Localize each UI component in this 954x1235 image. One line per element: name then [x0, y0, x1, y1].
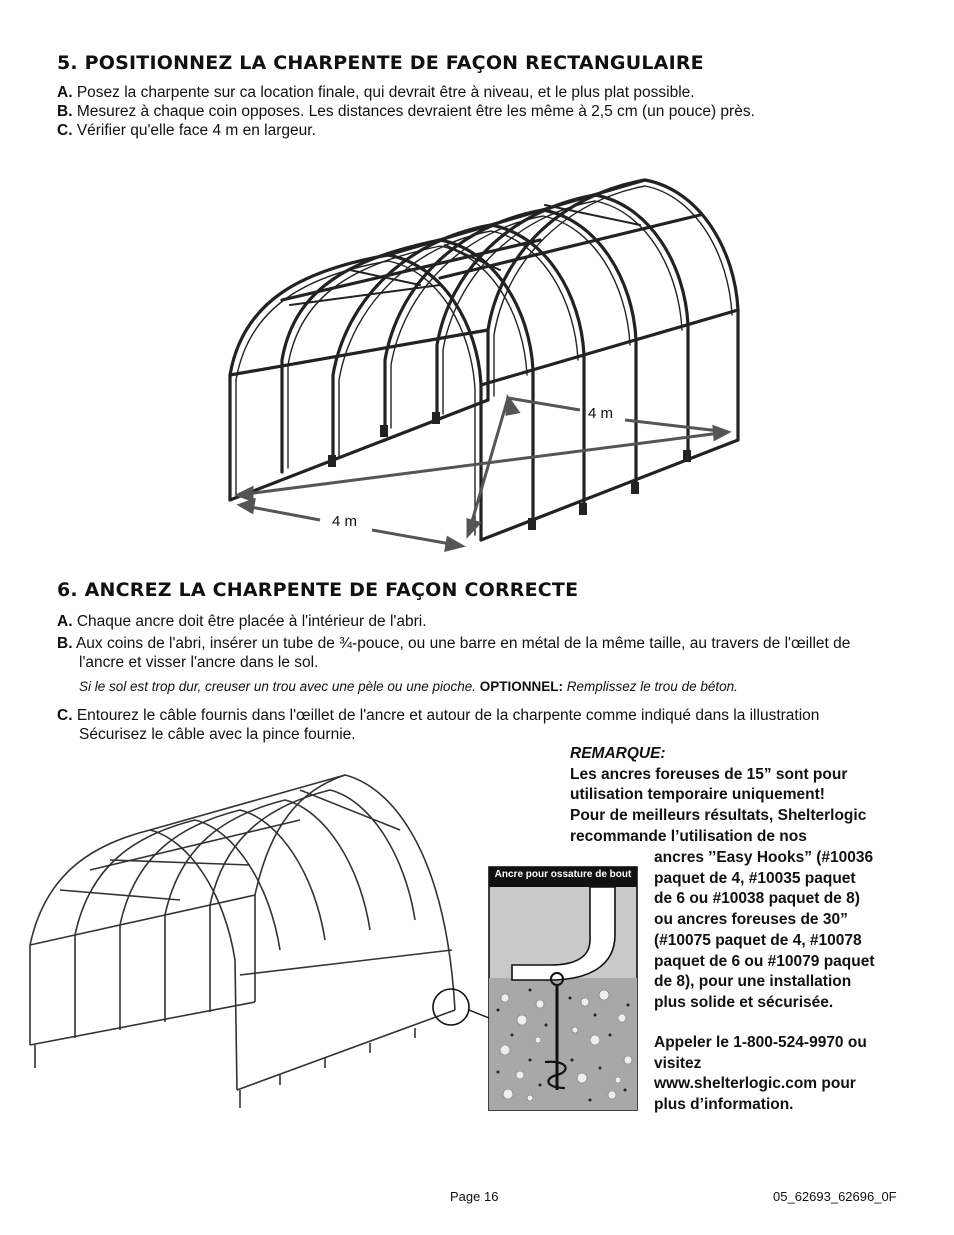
contact-line: visitez [654, 1054, 702, 1072]
remark-line: ancres ’’Easy Hooks” (#10036 [654, 849, 874, 866]
remark-line: de 8), pour une installation [654, 973, 852, 991]
step-text: Vérifier qu'elle face 4 m en largeur. [76, 122, 316, 139]
measure-label-bottom: 4 m [332, 513, 358, 530]
step-letter: A. [57, 613, 73, 630]
remark-line: plus solide et sécurisée. [654, 993, 834, 1011]
step-letter: C. [57, 707, 73, 724]
remark-line: de 6 ou #10038 paquet de 8) [654, 890, 860, 908]
remark-line: (#10075 paquet de 4, #10078 [654, 931, 862, 949]
optional-label: OPTIONNEL: [479, 679, 564, 694]
step-text: Chaque ancre doit être placée à l'intérieur de l'abri. [76, 613, 427, 630]
note-text: Si le sol est trop dur, creuser un trou avec une pèle ou une pioche. [79, 679, 476, 694]
page-number: Page 16 [450, 1189, 499, 1204]
remark-line: Les ancres foreuses de 15” sont pour [570, 765, 848, 783]
step-letter: C. [57, 122, 73, 139]
remark-line: paquet de 6 ou #10079 paquet [654, 952, 875, 970]
remark-block [570, 744, 866, 848]
step-text: Posez la charpente sur ca location finale, qui devrait être à niveau, et le plus plat possible. [76, 84, 695, 101]
remark-line: utilisation temporaire uniquement! [570, 786, 825, 804]
note-text-2: Remplissez le trou de béton. [566, 679, 738, 694]
remark-product-list [654, 848, 875, 1014]
remark-line: ou ancres foreuses de 30” [654, 911, 848, 929]
remark-line: Pour de meilleurs résultats, Shelterlogic [570, 807, 867, 825]
document-code: 05_62693_62696_0F [773, 1189, 897, 1204]
step-letter: A. [57, 84, 73, 101]
remark-label: REMARQUE: [570, 745, 666, 762]
step-text: Mesurez à chaque coin opposes. Les distances devraient être les même à 2,5 cm (un pouce) près. [76, 103, 755, 120]
contact-line: Appeler le 1-800-524-9970 ou [654, 1034, 867, 1051]
remark-line: paquet de 4, #10035 paquet [654, 869, 856, 887]
section-5-title: 5. POSITIONNEZ LA CHARPENTE DE FAÇON RECTANGULAIRE [57, 52, 704, 74]
contact-line: plus d’information. [654, 1096, 794, 1114]
remark-contact [654, 1033, 867, 1116]
step-letter: B. [57, 635, 73, 652]
step-text: Aux coins de l'abri, insérer un tube de ¾-pouce, ou une barre en métal de la même taille, au travers de l'œillet de l'ancre et visser l'ancre dans le sol. [75, 635, 851, 671]
contact-line: www.shelterlogic.com pour [654, 1075, 856, 1093]
measure-label-top: 4 m [588, 405, 614, 422]
remark-line: recommande l’utilisation de nos [570, 827, 807, 845]
step-text: Entourez le câble fournis dans l'œillet de l'ancre et autour de la charpente comme indiqué dans la illustration Sécurisez le câble avec la pince fournie. [76, 707, 820, 743]
step-letter: B. [57, 103, 73, 120]
anchor-box-title: Ancre pour ossature de bout [494, 869, 632, 880]
section-6-title: 6. ANCREZ LA CHARPENTE DE FAÇON CORRECTE [57, 579, 579, 601]
